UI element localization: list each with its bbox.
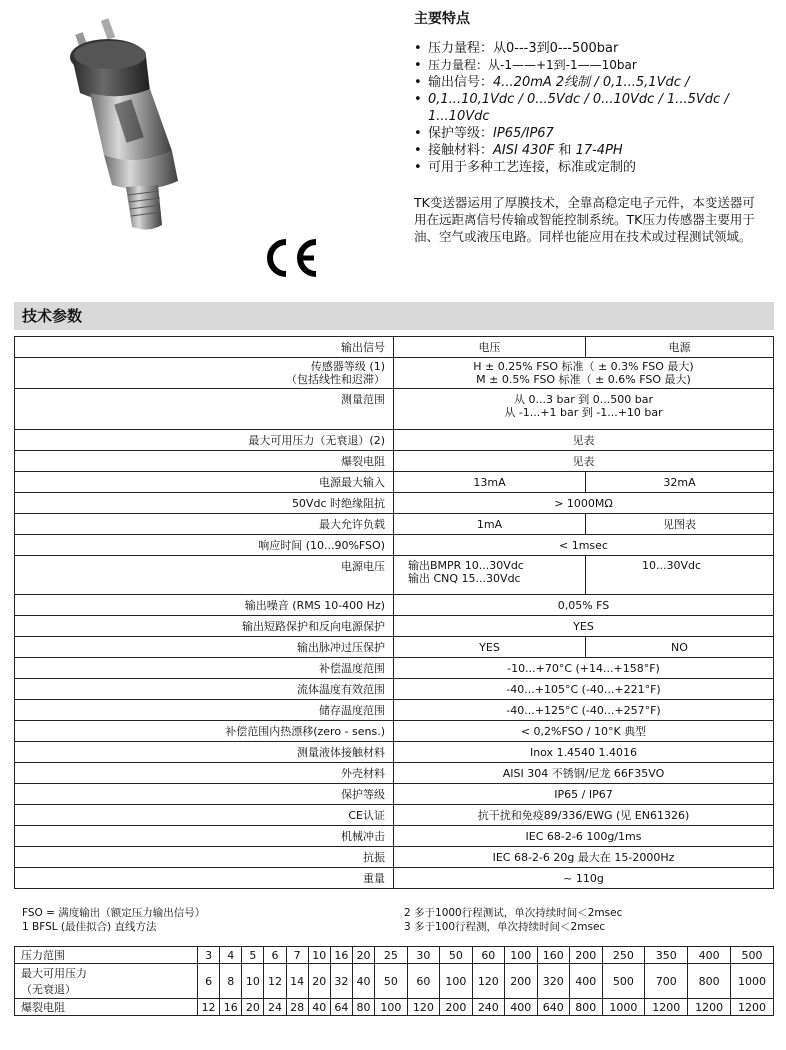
table-row: 机械冲击 IEC 68-2-6 100g/1ms — [15, 826, 774, 847]
table-row: 重量 ~ 110g — [15, 868, 774, 889]
feature-range: • 压力量程：从0---3到0---500bar — [412, 40, 772, 57]
table-cell: 32 — [330, 964, 352, 999]
table-row: 压力范围 3 4 5 6 7 10 16 20 25 30 50 60 100 160 200 250 350 400 500 — [15, 947, 774, 964]
table-cell: 120 — [407, 999, 439, 1016]
table-cell: 200 — [440, 999, 472, 1016]
table-row: 最大可用压力 （无衰退） 6 8 10 12 14 20 32 40 50 60 100 120 200 320 400 500 700 800 1000 — [15, 964, 774, 999]
table-cell: 20 — [352, 947, 374, 964]
note-bfsl: 1 BFSL (最佳拟合) 直线方法 — [22, 921, 157, 933]
note-2: 2 多于1000行程测试，单次持续时间＜2msec — [404, 907, 623, 919]
table-cell: 800 — [688, 964, 731, 999]
table-row: 储存温度范围 -40...+125°C (-40...+257°F) — [15, 700, 774, 721]
feature-signal-cont: • 0,1...10,1Vdc / 0...5Vdc / 0...10Vdc / 1...5Vdc / 1...10Vdc — [412, 91, 772, 125]
table-cell: 6 — [264, 947, 286, 964]
table-cell: 400 — [688, 947, 731, 964]
table-cell: 100 — [505, 947, 537, 964]
table-cell: 250 — [602, 947, 645, 964]
table-cell: 400 — [505, 999, 537, 1016]
table-cell: 240 — [472, 999, 504, 1016]
table-cell: 4 — [220, 947, 242, 964]
table-cell: 20 — [242, 999, 264, 1016]
table-cell: 16 — [330, 947, 352, 964]
table-cell: 100 — [375, 999, 407, 1016]
table-cell: 8 — [220, 964, 242, 999]
table-cell: 10 — [242, 964, 264, 999]
table-row: 输出短路保护和反向电源保护 YES — [15, 616, 774, 637]
table-row: 50Vdc 时绝缘阻抗 > 1000MΩ — [15, 493, 774, 514]
table-cell: 1200 — [645, 999, 688, 1016]
table-row: 测量范围 从 0...3 bar 到 0...500 bar 从 -1...+1 bar 到 -1...+10 bar — [15, 389, 774, 430]
table-cell: 1000 — [731, 964, 774, 999]
feature-range-sub: • 压力量程：从-1——+1到-1——10bar — [412, 57, 772, 74]
table-row: 测量液体接触材料 Inox 1.4540 1.4016 — [15, 742, 774, 763]
table-row: 输出信号 电压 电源 — [15, 337, 774, 358]
features-title: 主要特点 — [414, 11, 470, 27]
table-cell: 400 — [570, 964, 602, 999]
feature-material: • 接触材料：AISI 430F 和 17-4PH — [412, 142, 772, 159]
table-cell: 25 — [375, 947, 407, 964]
intro-paragraph: TK变送器运用了厚膜技术，全靠高稳定电子元件，本变送器可用在远距离信号传输或智能控制系统。TK压力传感器主要用于油、空气或液压电路。同样也能应用在技术或过程测试领域。 — [414, 195, 755, 244]
ce-mark-logo — [262, 236, 320, 280]
table-row: 传感器等级 (1) （包括线性和迟滞） H ± 0.25% FSO 标准（ ± 0.3% FSO 最大) M ± 0.5% FSO 标准（ ± 0.6% FSO 最大) — [15, 358, 774, 389]
table-row: 输出噪音 (RMS 10-400 Hz) 0,05% FS — [15, 595, 774, 616]
table-row: 外壳材料 AISI 304 不锈钢/尼龙 66F35VO — [15, 763, 774, 784]
table-cell: 640 — [537, 999, 569, 1016]
feature-protection: • 保护等级：IP65/IP67 — [412, 125, 772, 142]
table-cell: 320 — [537, 964, 569, 999]
table-row: 电源最大输入 13mA 32mA — [15, 472, 774, 493]
table-row: 最大允许负载 1mA 见图表 — [15, 514, 774, 535]
table-cell: 60 — [472, 947, 504, 964]
table-cell: 500 — [602, 964, 645, 999]
table-cell: 12 — [198, 999, 220, 1016]
table-cell: 50 — [375, 964, 407, 999]
table-cell: 7 — [286, 947, 308, 964]
table-cell: 3 — [198, 947, 220, 964]
table-cell: 200 — [505, 964, 537, 999]
table-row: 最大可用压力（无衰退）(2) 见表 — [15, 430, 774, 451]
table-cell: 200 — [570, 947, 602, 964]
table-cell: 80 — [352, 999, 374, 1016]
table-cell: 120 — [472, 964, 504, 999]
note-fso: FSO = 满度输出（额定压力输出信号） — [22, 907, 206, 919]
table-row: 补偿温度范围 -10...+70°C (+14...+158°F) — [15, 658, 774, 679]
table-cell: 64 — [330, 999, 352, 1016]
table-row: 爆裂电阻 见表 — [15, 451, 774, 472]
feature-signal: • 输出信号：4...20mA 2线制 / 0,1...5,1Vdc / — [412, 74, 772, 91]
table-cell: 50 — [440, 947, 472, 964]
table-row: 电源电压 输出BMPR 10...30Vdc 输出 CNQ 15...30Vdc 10...30Vdc — [15, 556, 774, 595]
tech-section-title: 技术参数 — [14, 302, 774, 330]
feature-process: • 可用于多种工艺连接，标准或定制的 — [412, 159, 772, 176]
table-row: 补偿范围内热漂移(zero - sens.) < 0,2%FSO / 10°K 典型 — [15, 721, 774, 742]
table-row: 响应时间 (10...90%FSO) < 1msec — [15, 535, 774, 556]
table-row: 保护等级 IP65 / IP67 — [15, 784, 774, 805]
table-row: 爆裂电阻 12 16 20 24 28 40 64 80 100 120 200 240 400 640 800 1000 1200 1200 1200 — [15, 999, 774, 1016]
table-cell: 12 — [264, 964, 286, 999]
table-cell: 700 — [645, 964, 688, 999]
table-row: CE认证 抗干扰和免疫89/336/EWG (见 EN61326) — [15, 805, 774, 826]
table-cell: 5 — [242, 947, 264, 964]
table-cell: 20 — [308, 964, 330, 999]
table-cell: 800 — [570, 999, 602, 1016]
table-cell: 40 — [352, 964, 374, 999]
table-row: 抗振 IEC 68-2-6 20g 最大在 15-2000Hz — [15, 847, 774, 868]
pressure-transmitter-image — [60, 5, 240, 235]
table-cell: 30 — [407, 947, 439, 964]
table-cell: 1200 — [731, 999, 774, 1016]
table-cell: 160 — [537, 947, 569, 964]
table-cell: 24 — [264, 999, 286, 1016]
table-cell: 1200 — [688, 999, 731, 1016]
spec-table — [14, 336, 774, 889]
table-cell: 350 — [645, 947, 688, 964]
table-row: 输出脉冲过压保护 YES NO — [15, 637, 774, 658]
table-cell: 100 — [440, 964, 472, 999]
table-cell: 1000 — [602, 999, 645, 1016]
table-cell: 60 — [407, 964, 439, 999]
table-cell: 28 — [286, 999, 308, 1016]
table-cell: 500 — [731, 947, 774, 964]
table-cell: 16 — [220, 999, 242, 1016]
table-row: 流体温度有效范围 -40...+105°C (-40...+221°F) — [15, 679, 774, 700]
table-cell: 40 — [308, 999, 330, 1016]
table-cell: 10 — [308, 947, 330, 964]
pressure-range-table — [14, 946, 774, 1016]
table-cell: 6 — [198, 964, 220, 999]
table-cell: 14 — [286, 964, 308, 999]
note-3: 3 多于100行程测，单次持续时间＜2msec — [404, 921, 606, 933]
features-list — [412, 40, 772, 176]
